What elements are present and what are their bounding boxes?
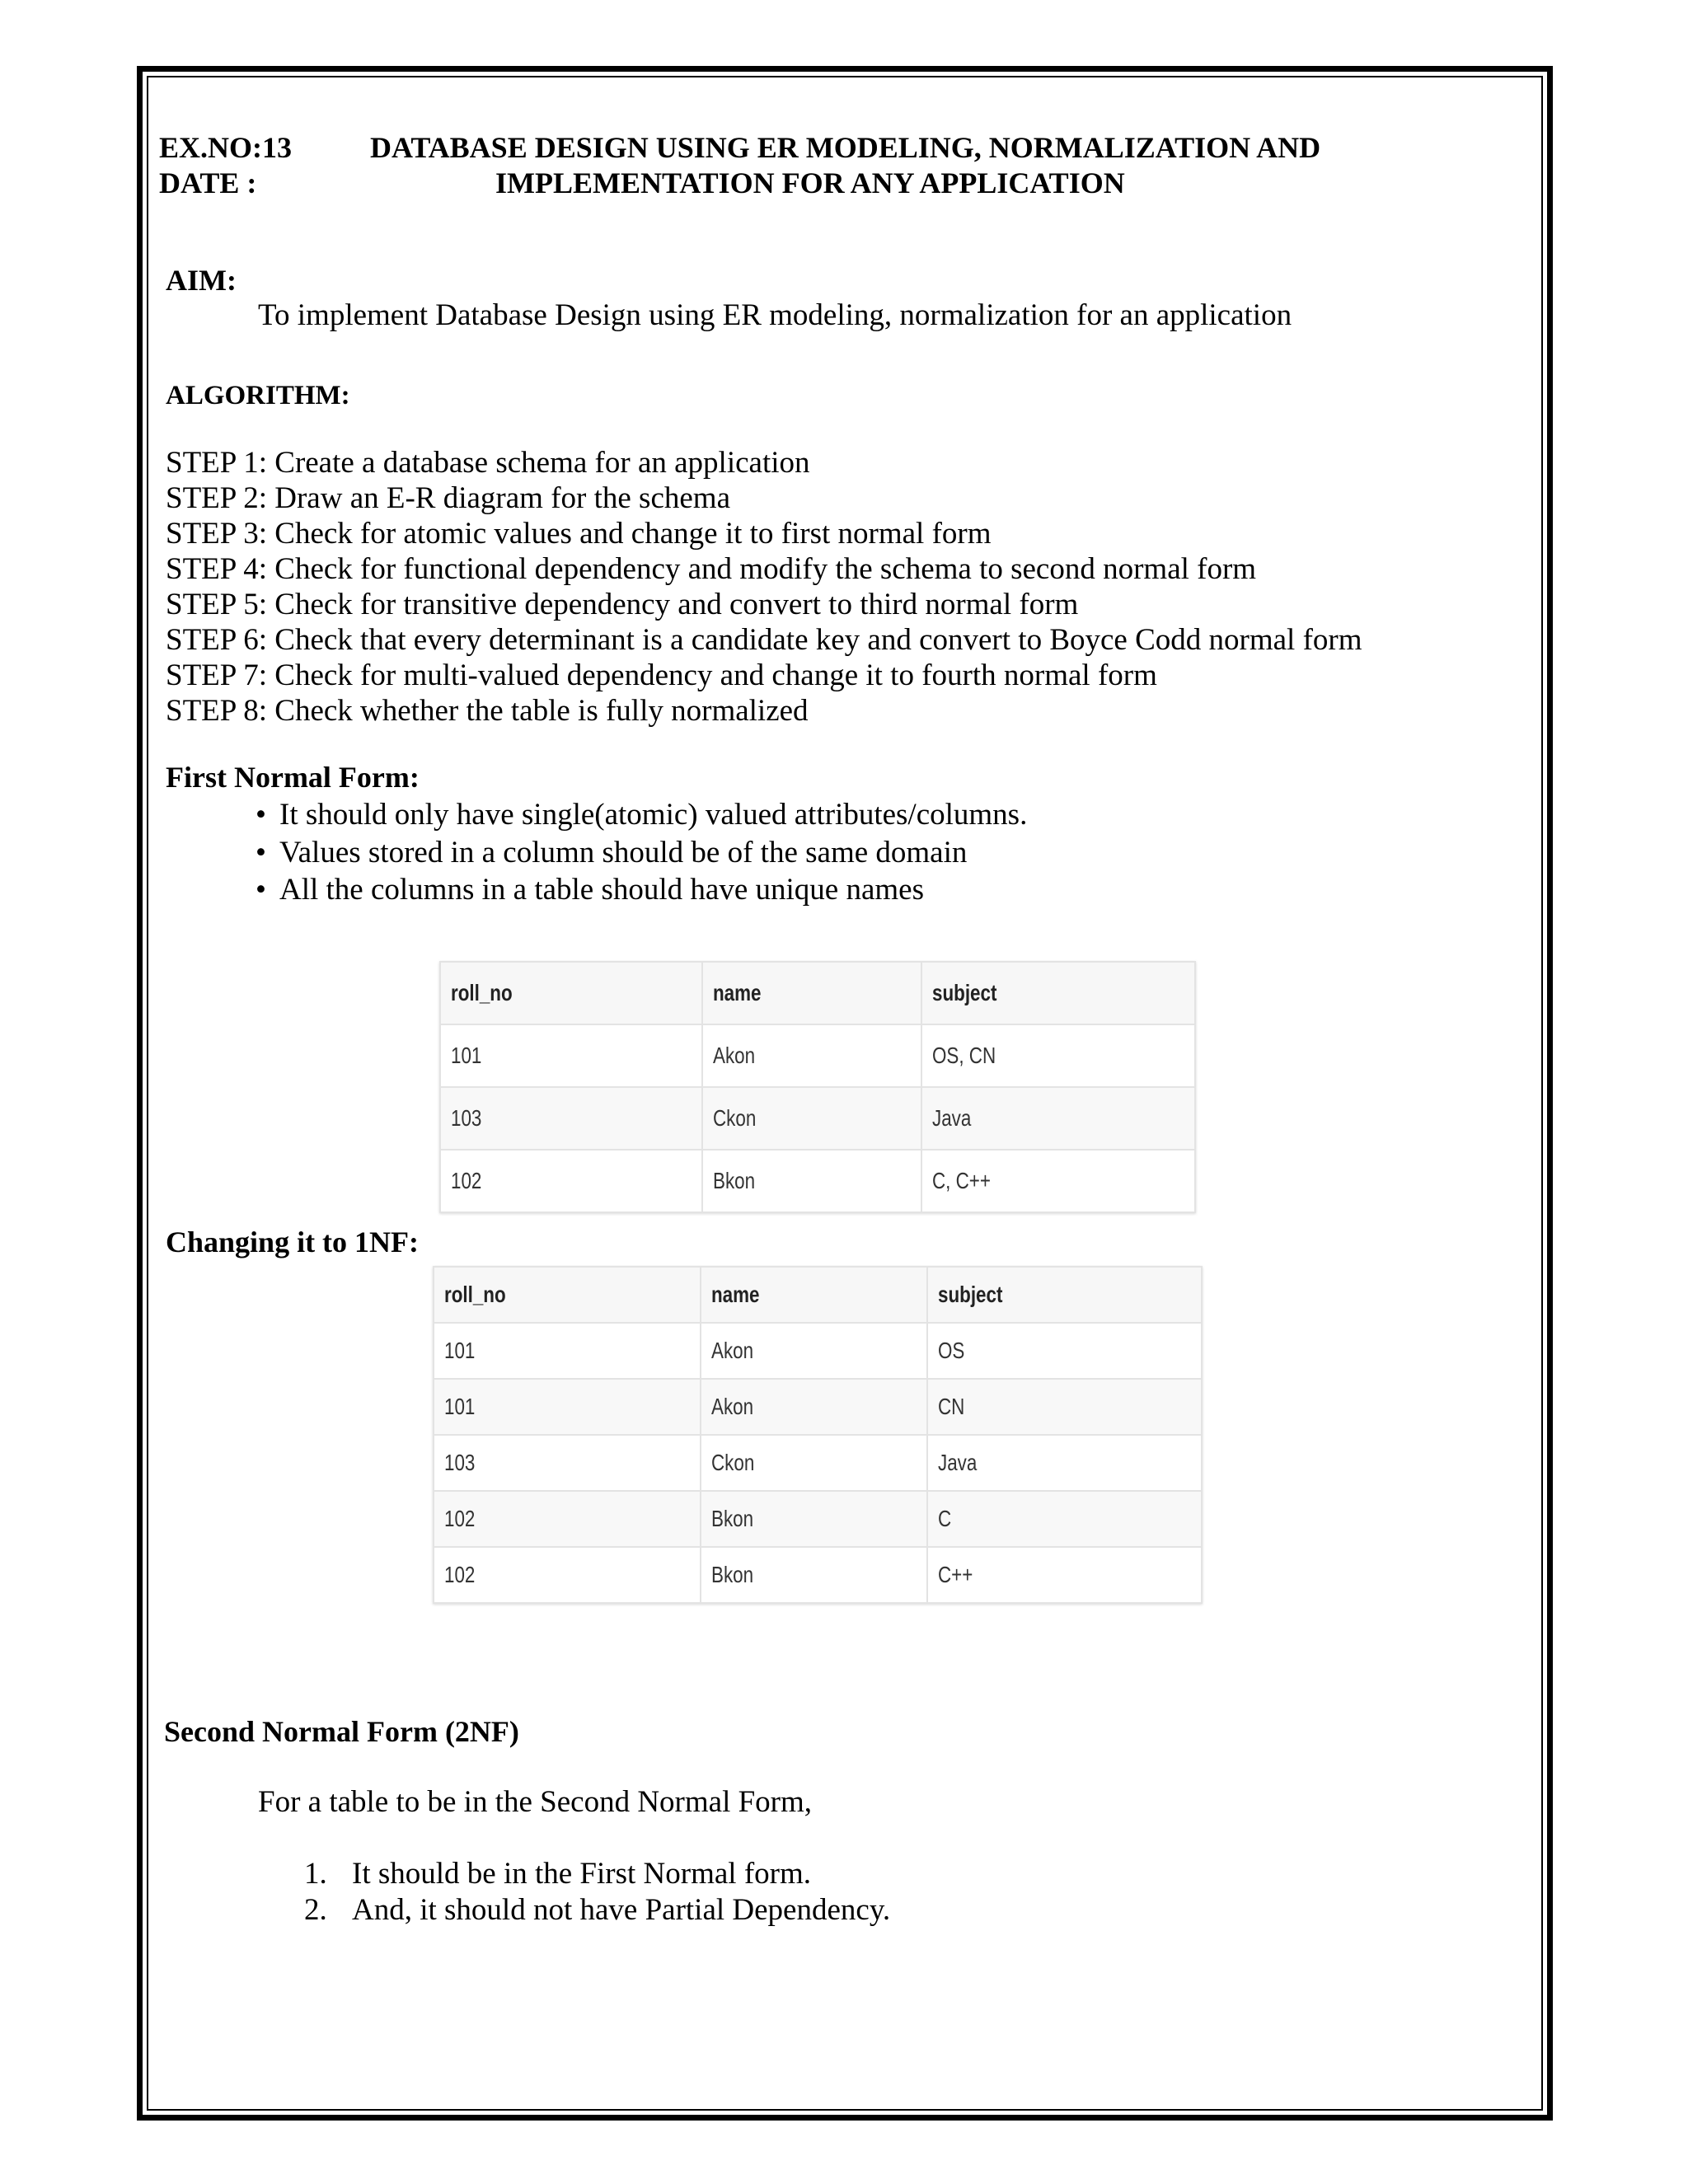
cell-value: Akon [712,1043,755,1068]
date-label: DATE : [159,166,257,199]
table-row [434,1435,1202,1491]
algorithm-step: STEP 4: Check for functional dependency and modify the schema to second normal form [166,552,1257,586]
list-item: It should be in the First Normal form. [352,1857,811,1891]
table-row [440,1150,1195,1212]
aim-text: To implement Database Design using ER modeling, normalization for an application [258,298,1292,332]
first-nf-heading: First Normal Form: [166,761,420,794]
bullet-item: Values stored in a column should be of the same domain [279,835,968,869]
document-title-line2: IMPLEMENTATION FOR ANY APPLICATION [495,166,1125,199]
cell-value: CN [937,1394,964,1419]
list-item: And, it should not have Partial Dependency. [352,1893,891,1927]
1nf-table [433,1266,1203,1604]
bullet-icon: • [256,798,266,832]
table-cell [701,1323,927,1379]
column-header [701,1267,927,1323]
cell-value: Akon [710,1338,753,1363]
column-header [927,1267,1202,1323]
algorithm-step: STEP 6: Check that every determinant is a candidate key and convert to Boyce Codd normal form [166,623,1362,657]
column-header [921,962,1195,1024]
cell-value: 102 [451,1168,482,1193]
bullet-item: It should only have single(atomic) valued attributes/columns. [279,798,1028,832]
cell-value: Java [937,1450,977,1475]
table-row [434,1491,1202,1547]
aim-heading: AIM: [166,264,237,297]
table-cell [434,1547,701,1603]
column-header-label: roll_no [451,980,513,1005]
cell-value: Akon [710,1394,753,1419]
cell-value: 102 [444,1506,476,1531]
bullet-item: All the columns in a table should have unique names [279,873,924,907]
algorithm-step: STEP 8: Check whether the table is fully normalized [166,694,809,728]
column-header-label: subject [937,1282,1002,1307]
column-header [434,1267,701,1323]
cell-value: Java [931,1105,972,1131]
exercise-number: EX.NO:13 [159,131,292,164]
cell-value: 102 [444,1562,476,1587]
table-cell [434,1435,701,1491]
bullet-icon: • [256,873,266,907]
cell-value: C [937,1506,951,1531]
table-cell [702,1087,921,1150]
column-header-label: subject [931,980,997,1005]
cell-value: 103 [451,1105,482,1131]
table-cell [927,1491,1202,1547]
bullet-icon: • [256,835,266,869]
cell-value: Ckon [710,1450,755,1475]
table-cell [440,1087,702,1150]
cell-value: 103 [444,1450,476,1475]
table-cell [434,1491,701,1547]
algorithm-heading: ALGORITHM: [166,381,350,410]
cell-value: C++ [937,1562,973,1587]
cell-value: Ckon [712,1105,757,1131]
second-nf-heading: Second Normal Form (2NF) [164,1715,519,1748]
table-cell [434,1379,701,1435]
list-number: 1. [304,1857,327,1891]
changing-1nf-label: Changing it to 1NF: [166,1226,420,1258]
table-cell [927,1323,1202,1379]
algorithm-step: STEP 5: Check for transitive dependency and convert to third normal form [166,588,1079,621]
table-row [440,1024,1195,1087]
column-header-label: name [710,1282,760,1307]
table-cell [921,1150,1195,1212]
cell-value: Bkon [710,1506,753,1531]
table-cell [701,1435,927,1491]
algorithm-step: STEP 1: Create a database schema for an application [166,446,810,480]
column-header-label: roll_no [444,1282,506,1307]
cell-value: Bkon [712,1168,755,1193]
table-cell [701,1547,927,1603]
list-number: 2. [304,1893,327,1927]
table-row [434,1323,1202,1379]
cell-value: 101 [451,1043,482,1068]
table-cell [702,1150,921,1212]
algorithm-step: STEP 7: Check for multi-valued dependency and change it to fourth normal form [166,658,1157,692]
cell-value: OS, CN [931,1043,996,1068]
table-cell [702,1024,921,1087]
table-header-row [440,962,1195,1024]
cell-value: 101 [444,1394,476,1419]
table-cell [927,1435,1202,1491]
cell-value: 101 [444,1338,476,1363]
cell-value: Bkon [710,1562,753,1587]
table-row [434,1547,1202,1603]
cell-value: C, C++ [931,1168,991,1193]
column-header [440,962,702,1024]
unnormalized-table [439,961,1196,1213]
table-cell [927,1379,1202,1435]
table-cell [701,1491,927,1547]
table-cell [927,1547,1202,1603]
column-header [702,962,921,1024]
table-header-row [434,1267,1202,1323]
table-cell [921,1087,1195,1150]
table-cell [440,1150,702,1212]
table-cell [921,1024,1195,1087]
table-cell [440,1024,702,1087]
table-row [440,1087,1195,1150]
cell-value: OS [937,1338,964,1363]
column-header-label: name [712,980,762,1005]
table-row [434,1379,1202,1435]
second-nf-intro: For a table to be in the Second Normal Form, [258,1785,813,1819]
table-cell [434,1323,701,1379]
table-cell [701,1379,927,1435]
algorithm-step: STEP 3: Check for atomic values and change it to first normal form [166,517,992,551]
document-title-line1: DATABASE DESIGN USING ER MODELING, NORMALIZATION AND [370,131,1321,164]
algorithm-step: STEP 2: Draw an E-R diagram for the schema [166,481,730,515]
